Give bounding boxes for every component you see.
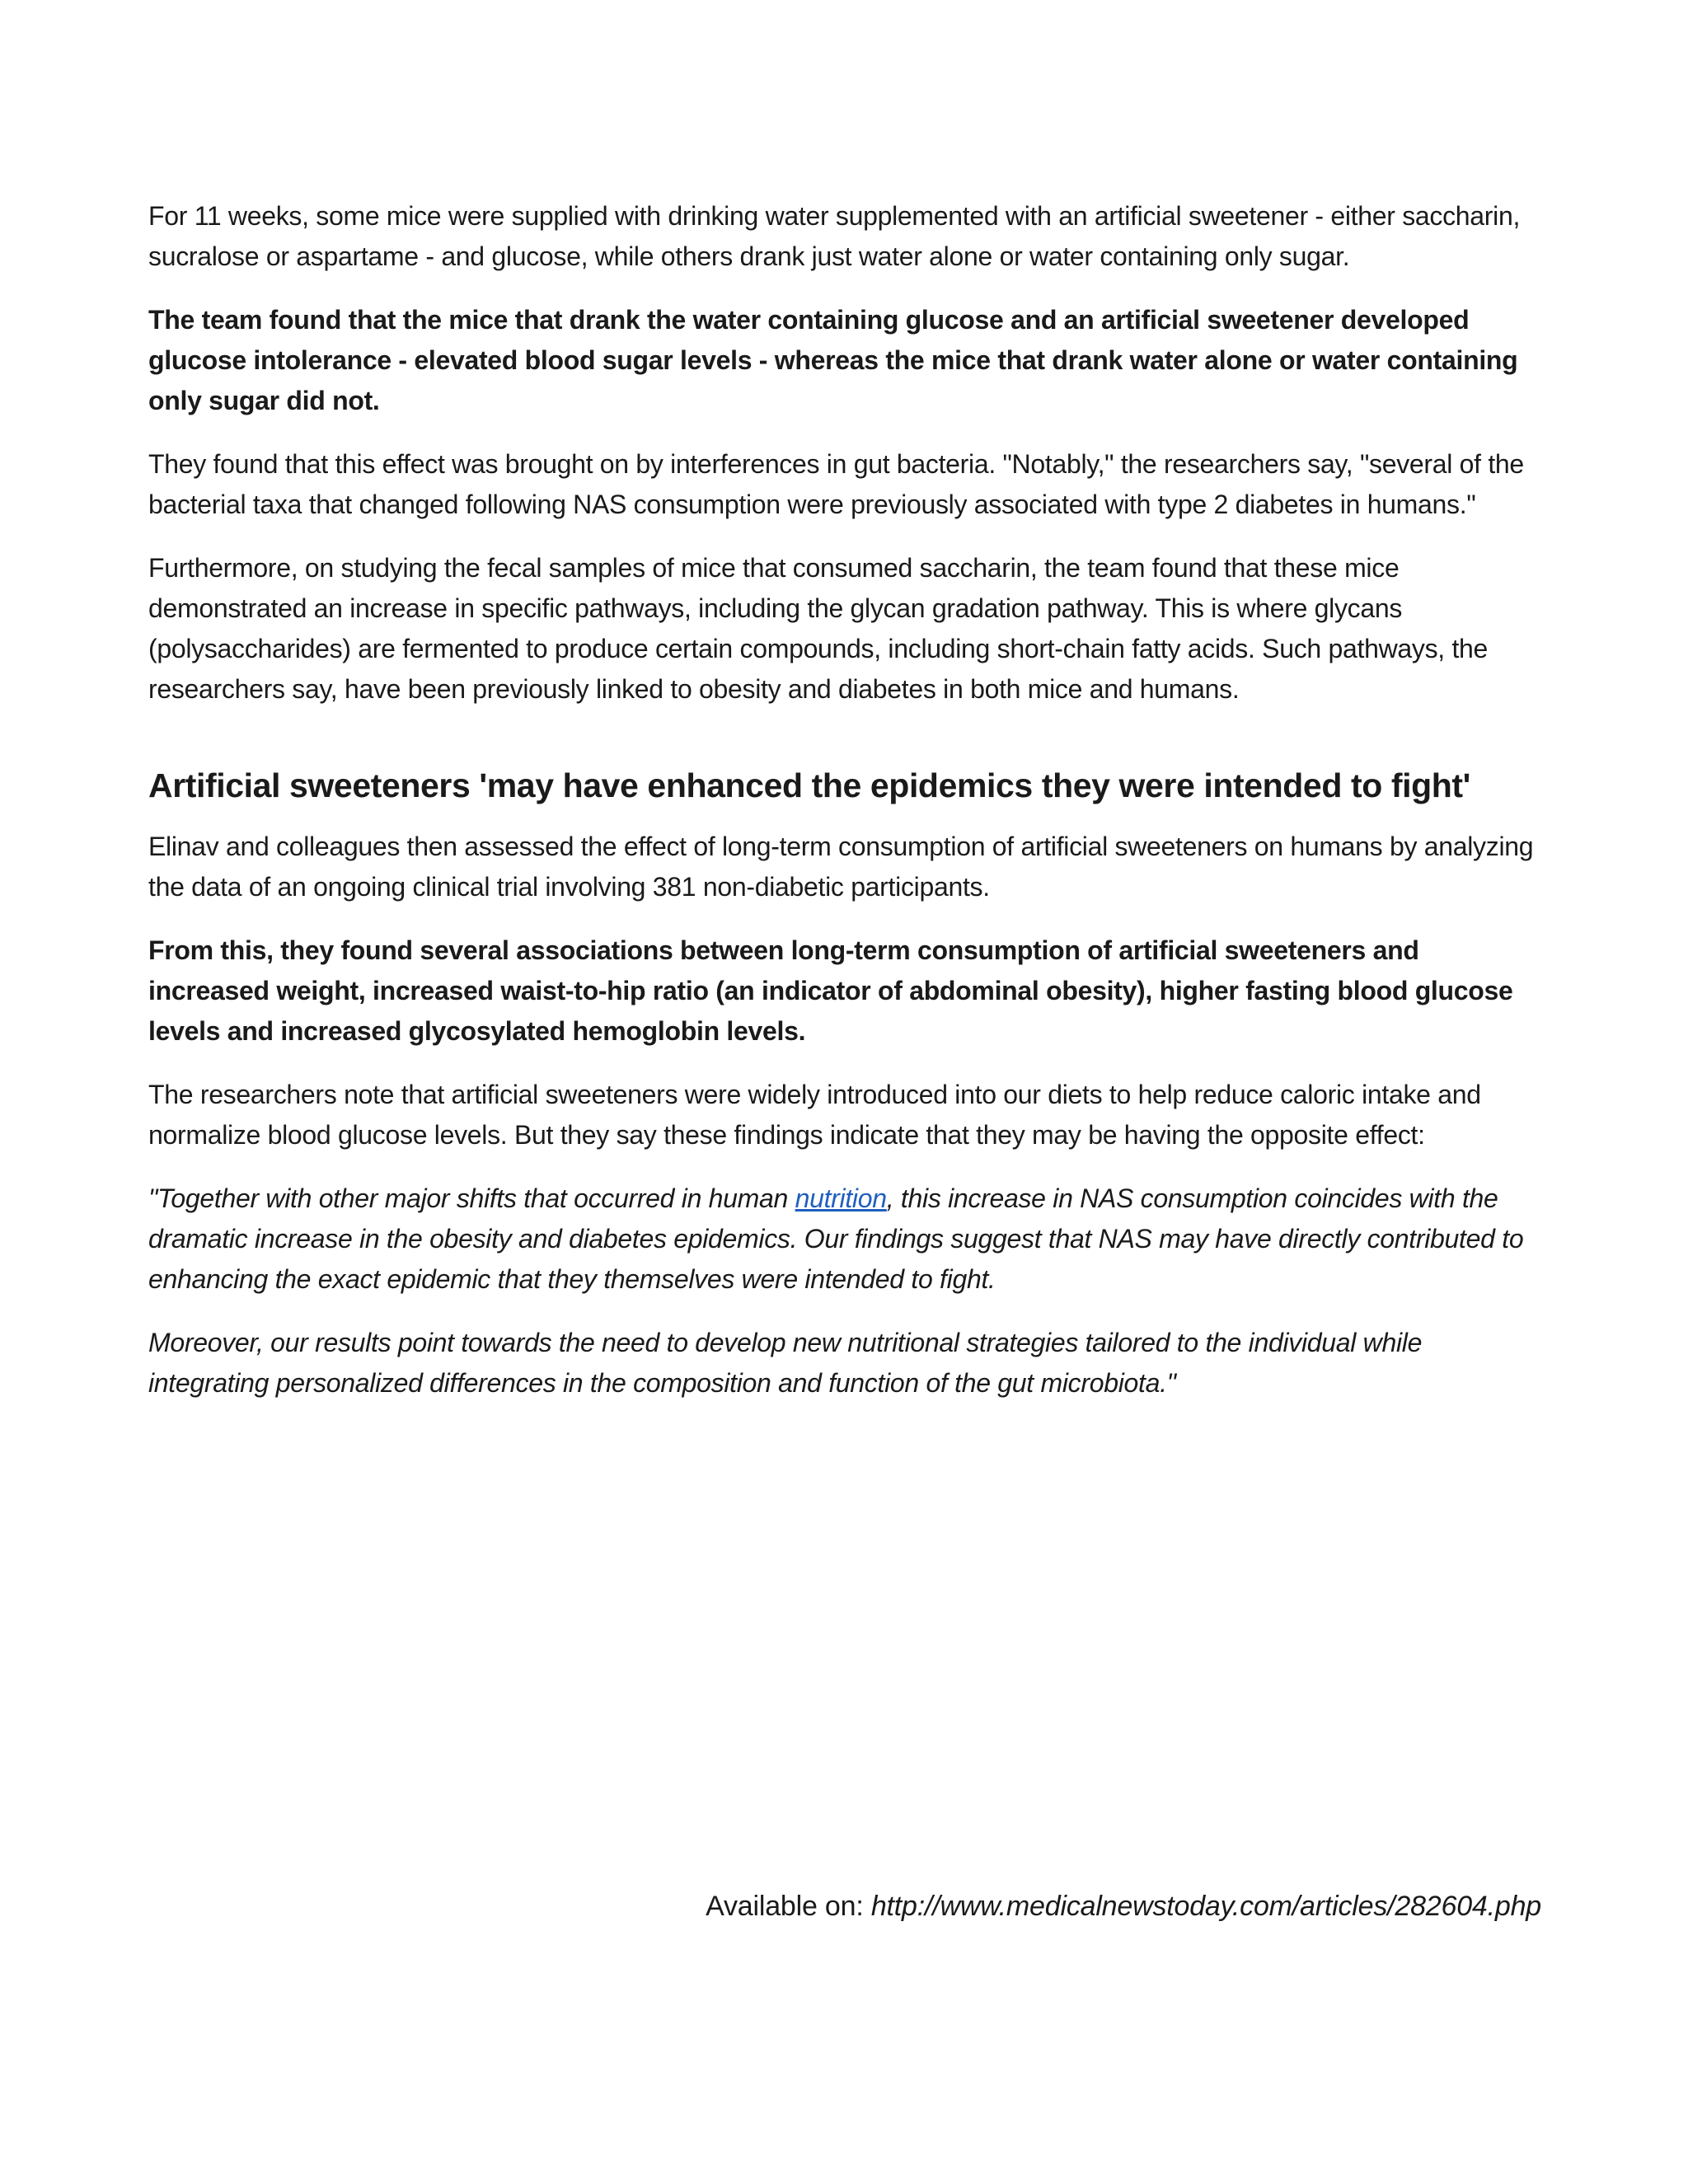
paragraph-fecal-samples: Furthermore, on studying the fecal samples of mice that consumed saccharin, the team found that these mice demonstrated an increase in specific pathways, including the glycan gradation pathway. This is where glycans (polysaccharides) are fermented to produce certain compounds, including short-chain fatty acids. Such pathways, the researchers say, have been previously linked to obesity and diabetes in both mice and humans.: [148, 553, 1489, 704]
quote-paragraph-2: Moreover, our results point towards the need to develop new nutritional strategies tailored to the individual while integrating personalized differences in the composition and function of the gut microbiota.": [148, 1328, 1423, 1398]
nutrition-link[interactable]: nutrition: [795, 1183, 887, 1213]
quote-text-before-link: "Together with other major shifts that occurred in human: [148, 1183, 795, 1213]
source-label: Available on:: [706, 1891, 871, 1922]
document-body: [148, 196, 1541, 1404]
paragraph-associations: From this, they found several associations between long-term consumption of artificial sweeteners and increased weight, increased waist-to-hip ratio (an indicator of abdominal obesity), higher fasting blood glucose levels and increased glycosylated hemoglobin levels.: [148, 935, 1513, 1046]
paragraph-glucose-intolerance: The team found that the mice that drank the water containing glucose and an artificial sweetener developed glucose intolerance - elevated blood sugar levels - whereas the mice that drank water alone or water containing only sugar did not.: [148, 305, 1518, 415]
paragraph-opposite-effect: The researchers note that artificial sweeteners were widely introduced into our diets to help reduce caloric intake and normalize blood glucose levels. But they say these findings indicate that they may be having the opposite effect:: [148, 1080, 1481, 1150]
section-spacer: [148, 710, 1541, 761]
paragraph-gut-bacteria: They found that this effect was brought on by interferences in gut bacteria. "Notably," the researchers say, "several of the bacterial taxa that changed following NAS consumption were previously associated with type 2 diabetes in humans.": [148, 449, 1524, 519]
quote-text-after-link: , this increase in NAS consumption coincides with the dramatic increase in the obesity and diabetes epidemics. Our findings suggest that NAS may have directly contributed to enhancing the exact epidemic that they themselves were intended to fight.: [148, 1183, 1524, 1294]
quote-paragraph-1: [148, 1179, 1541, 1300]
source-url: http://www.medicalnewstoday.com/articles/282604.php: [870, 1891, 1541, 1922]
source-citation: [706, 1887, 1541, 1925]
section-heading: Artificial sweeteners 'may have enhanced the epidemics they were intended to fight': [148, 766, 1470, 804]
paragraph-human-trial: Elinav and colleagues then assessed the effect of long-term consumption of artificial sweeteners on humans by analyzing the data of an ongoing clinical trial involving 381 non-diabetic participants.: [148, 832, 1534, 902]
paragraph-mice-experiment: For 11 weeks, some mice were supplied with drinking water supplemented with an artificial sweetener - either saccharin, sucralose or aspartame - and glucose, while others drank just water alone or water containing only sugar.: [148, 201, 1521, 271]
